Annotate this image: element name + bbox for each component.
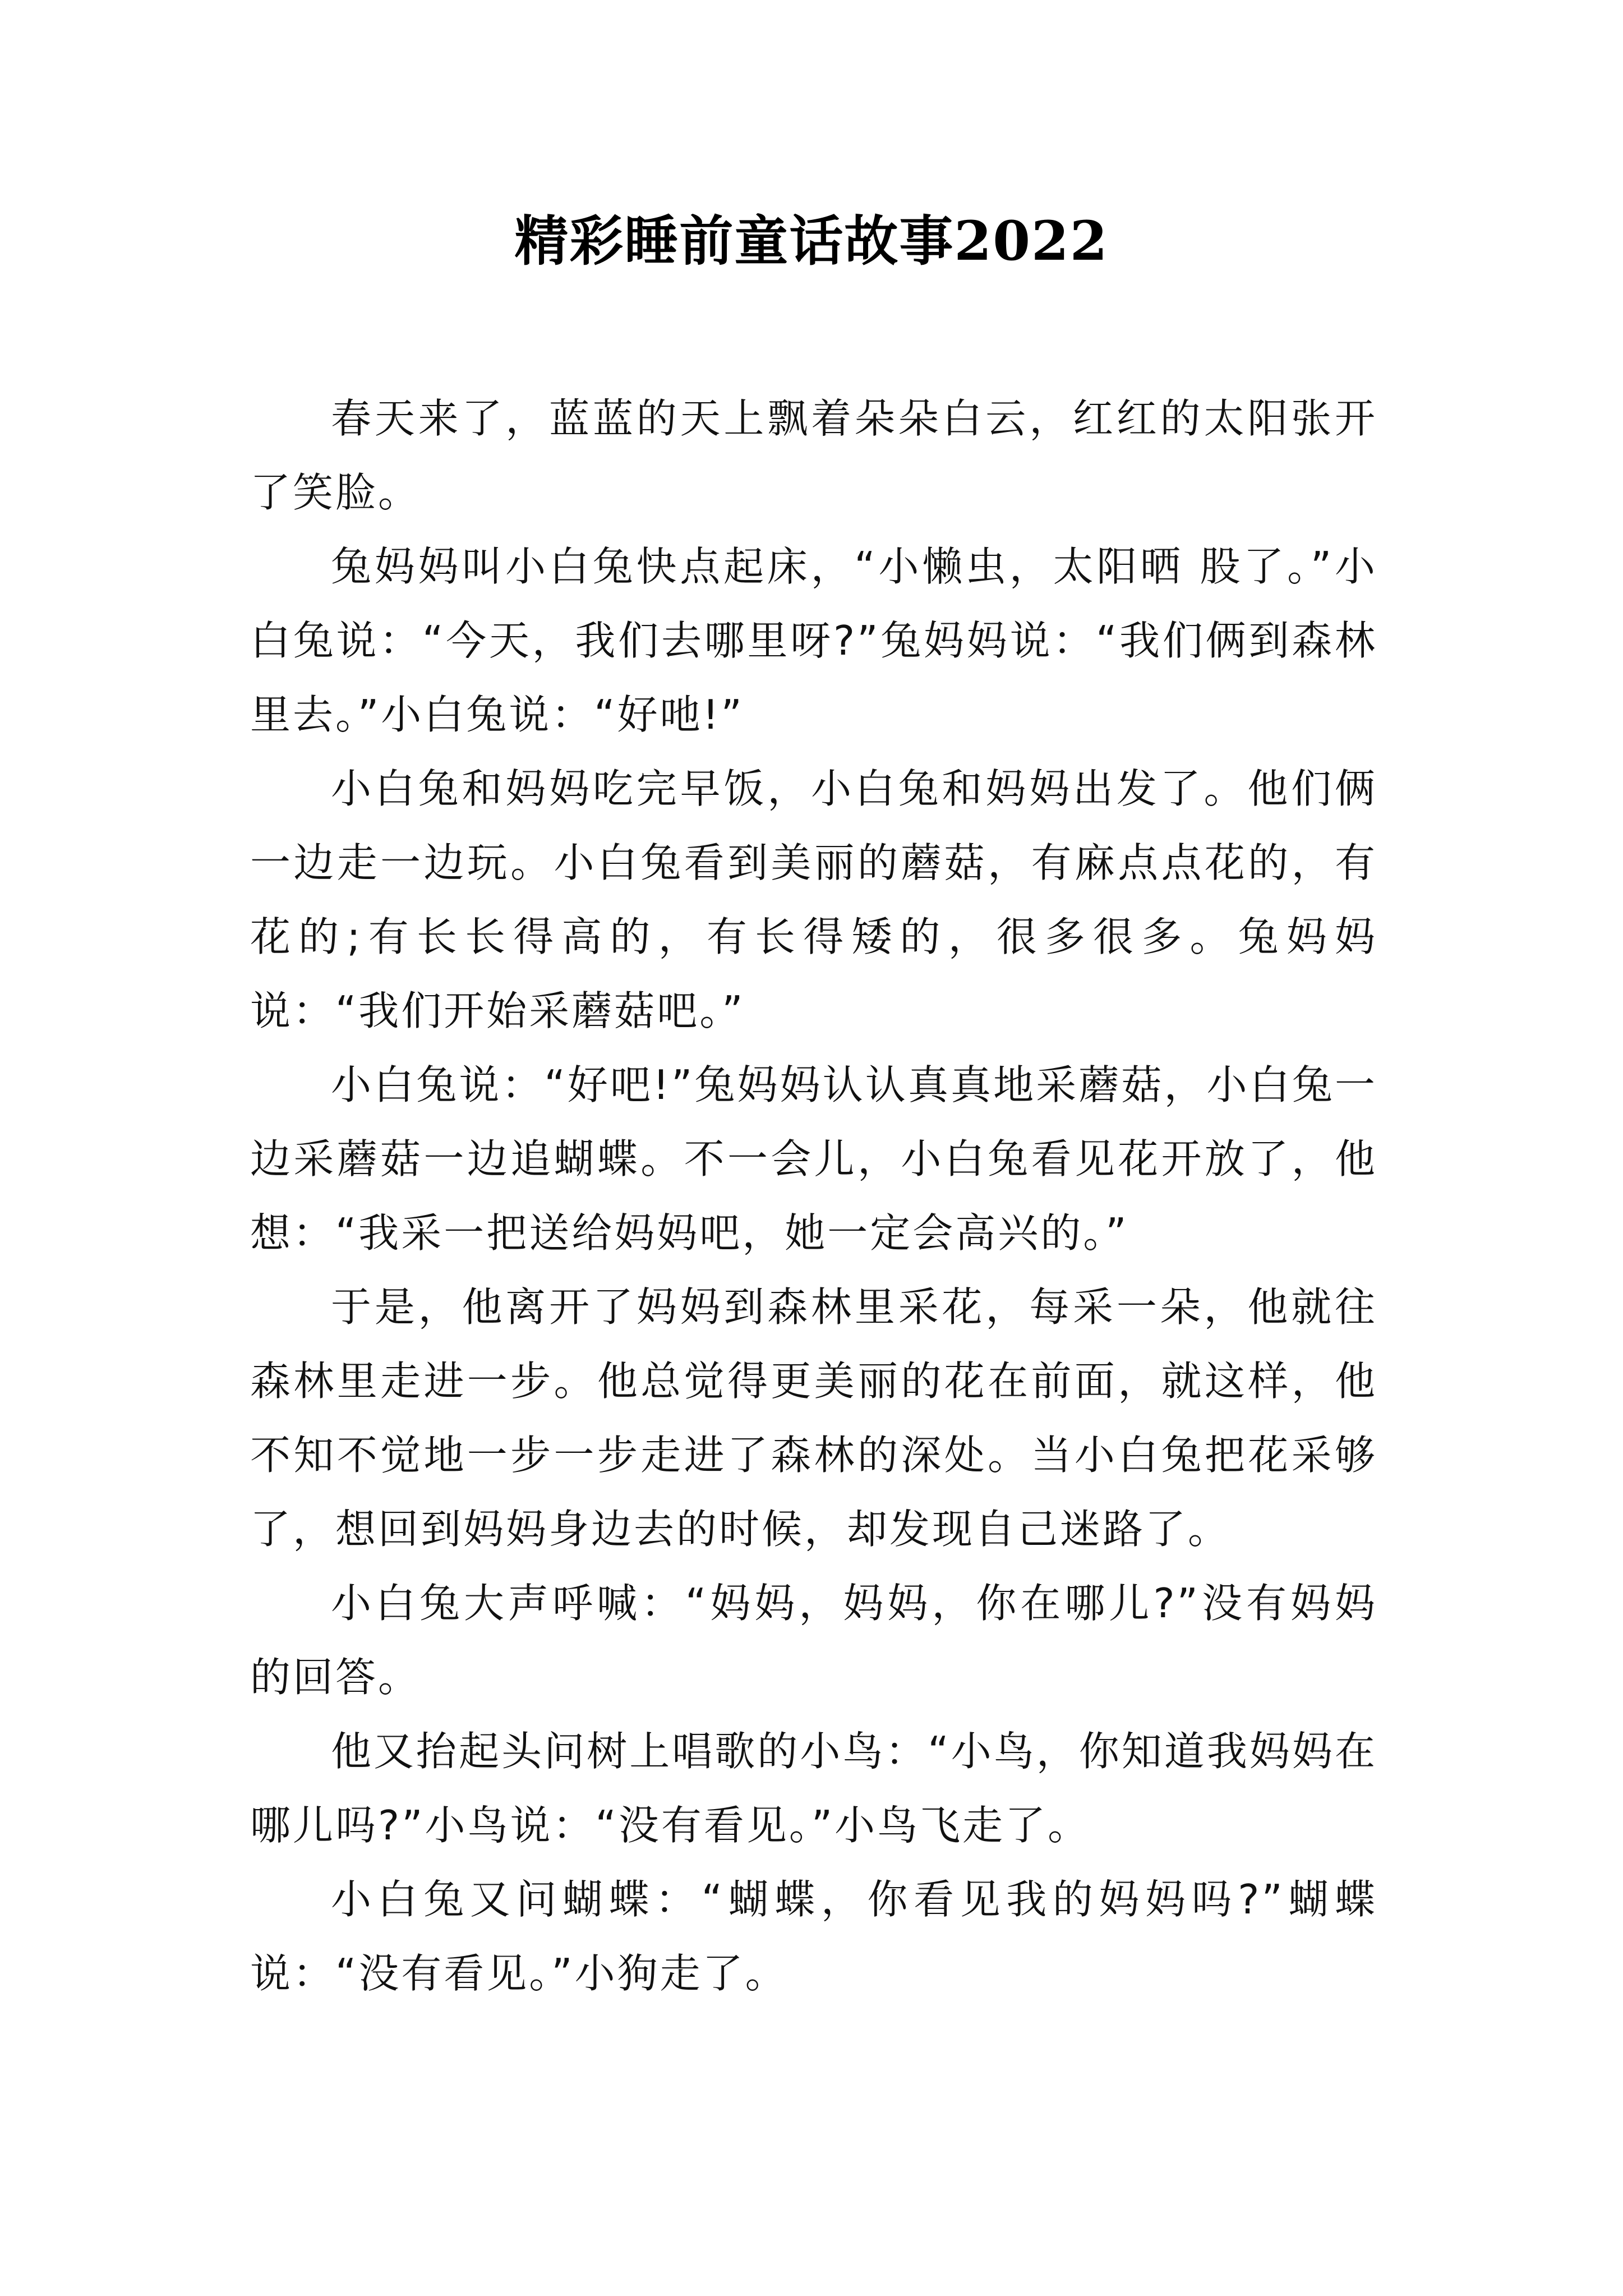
paragraph-7: 他又抬起头问树上唱歌的小鸟：“小鸟，你知道我妈妈在哪儿吗?”小鸟说：“没有看见。”小鸟飞走了。 — [250, 1728, 1377, 1849]
paragraph-3: 小白兔和妈妈吃完早饭，小白兔和妈妈出发了。他们俩一边走一边玩。小白兔看到美丽的蘑菇，有麻点点花的，有花的;有长长得高的，有长得矮的，很多很多。兔妈妈说：“我们开始采蘑菇吧。” — [250, 765, 1377, 1034]
paragraph-1: 春天来了，蓝蓝的天上飘着朵朵白云，红红的太阳张开了笑脸。 — [250, 395, 1377, 516]
paragraph-2: 兔妈妈叫小白兔快点起床，“小懒虫，太阳晒 股了。”小白兔说：“今天，我们去哪里呀?”兔妈妈说：“我们俩到森林里去。”小白兔说：“好吔!” — [250, 543, 1377, 738]
story-body — [250, 381, 1377, 2010]
paragraph-5: 于是，他离开了妈妈到森林里采花，每采一朵，他就往森林里走进一步。他总觉得更美丽的花在前面，就这样，他不知不觉地一步一步走进了森林的深处。当小白兔把花采够了，想回到妈妈身边去的时候，却发现自己迷路了。 — [250, 1283, 1377, 1553]
paragraph-8: 小白兔又问蝴蝶：“蝴蝶，你看见我的妈妈吗?”蝴蝶说：“没有看见。”小狗走了。 — [250, 1876, 1377, 1997]
paragraph-4: 小白兔说：“好吧!”兔妈妈认认真真地采蘑菇，小白兔一边采蘑菇一边追蝴蝶。不一会儿，小白兔看见花开放了，他想：“我采一把送给妈妈吧，她一定会高兴的。” — [250, 1061, 1377, 1257]
paragraph-6: 小白兔大声呼喊：“妈妈，妈妈，你在哪儿?”没有妈妈的回答。 — [250, 1580, 1377, 1701]
document-title: 精彩睡前童话故事2022 — [514, 209, 1109, 273]
